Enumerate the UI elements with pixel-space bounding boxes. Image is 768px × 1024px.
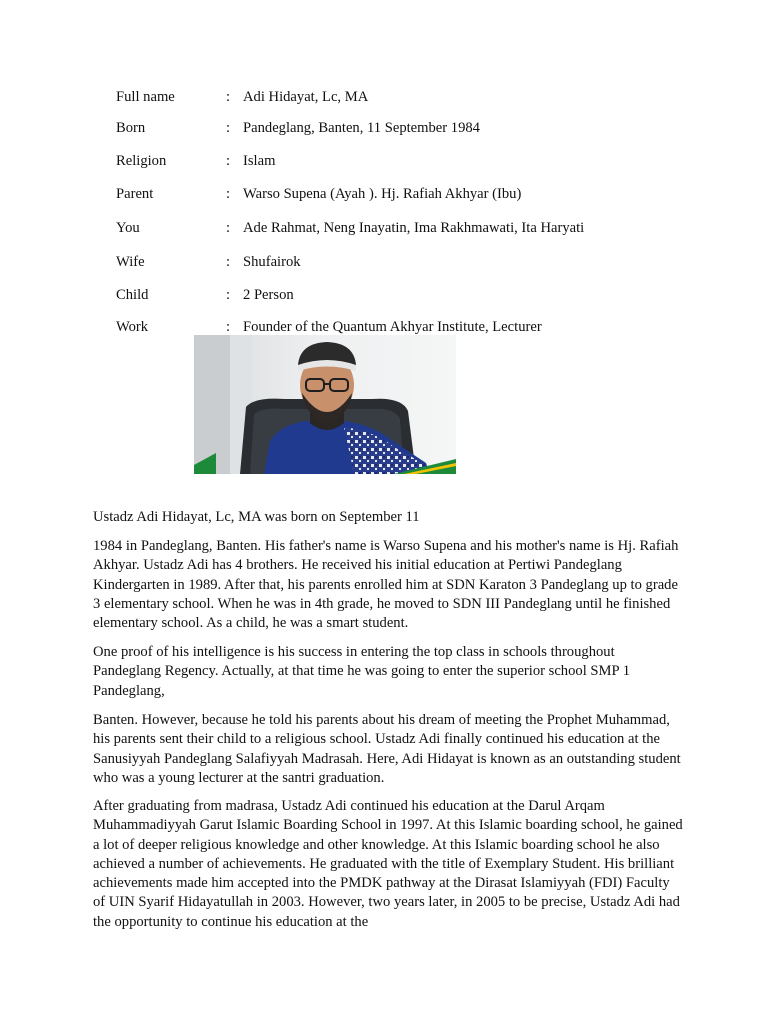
- bio-value: Shufairok: [243, 254, 301, 270]
- bio-value: Warso Supena (Ayah ). Hj. Rafiah Akhyar (Ibu): [243, 186, 522, 202]
- paragraph-intelligence: One proof of his intelligence is his success in entering the top class in schools throughout Pandeglang Regency. Actually, at that time he was going to enter the superior school SMP 1 Pandeglang,: [93, 644, 631, 699]
- bio-colon: :: [226, 89, 231, 105]
- bio-label: Religion: [116, 153, 167, 169]
- bio-colon: :: [226, 319, 231, 335]
- bio-colon: :: [226, 153, 231, 169]
- bio-value: Founder of the Quantum Akhyar Institute, Lecturer: [243, 319, 542, 335]
- bio-value: Adi Hidayat, Lc, MA: [243, 89, 369, 105]
- portrait-illustration: [194, 335, 456, 474]
- bio-value: Islam: [243, 153, 276, 169]
- bio-label: You: [116, 220, 140, 236]
- intro-line: Ustadz Adi Hidayat, Lc, MA was born on September 11: [93, 509, 420, 525]
- paragraph-boarding-school: After graduating from madrasa, Ustadz Adi continued his education at the Darul Arqam Muhammadiyyah Garut Islamic Boarding School in 1997. At this Islamic boarding school, he gained a lot of deeper religious knowledge and other knowledge. At this Islamic boarding school he also achieved a number of achievements. He graduated with the title of Exemplary Student. His brilliant achievements made him accepted into the PMDK pathway at the Dirasat Islamiyyah (FDI) Faculty of UIN Syarif Hidayatullah in 2003. However, two years later, in 2005 to be precise, Ustadz Adi had the opportunity to continue his education at the: [93, 798, 683, 930]
- bio-value: Ade Rahmat, Neng Inayatin, Ima Rakhmawati, Ita Haryati: [243, 220, 585, 236]
- bio-colon: :: [226, 254, 231, 270]
- bio-colon: :: [226, 287, 231, 303]
- bio-value: 2 Person: [243, 287, 294, 303]
- paragraph-early-life: 1984 in Pandeglang, Banten. His father's name is Warso Supena and his mother's name is Hj. Rafiah Akhyar. Ustadz Adi has 4 brothers. He received his initial education at Pertiwi Pandeglang Kindergarten in 1989. After that, his parents enrolled him at SDN Karaton 3 Pandeglang up to grade 3 elementary school. When he was in 4th grade, he moved to SDN III Pandeglang until he finished elementary school. As a child, he was a smart student.: [93, 538, 679, 632]
- bio-colon: :: [226, 186, 231, 202]
- bio-colon: :: [226, 220, 231, 236]
- bio-label: Work: [116, 319, 149, 335]
- paragraph-religious-school: Banten. However, because he told his parents about his dream of meeting the Prophet Muhammad, his parents sent their child to a religious school. Ustadz Adi finally continued his education at the Sanusiyyah Pandeglang Salafiyyah Madrasah. Here, Adi Hidayat is known as an outstanding student who was a young lecturer at the santri graduation.: [93, 712, 681, 786]
- bio-label: Parent: [116, 186, 154, 202]
- bio-label: Child: [116, 287, 149, 303]
- bio-value: Pandeglang, Banten, 11 September 1984: [243, 120, 480, 136]
- bio-colon: :: [226, 120, 231, 136]
- bio-label: Wife: [116, 254, 145, 270]
- bio-label: Born: [116, 120, 146, 136]
- portrait-photo: [194, 335, 456, 474]
- bio-label: Full name: [116, 89, 175, 105]
